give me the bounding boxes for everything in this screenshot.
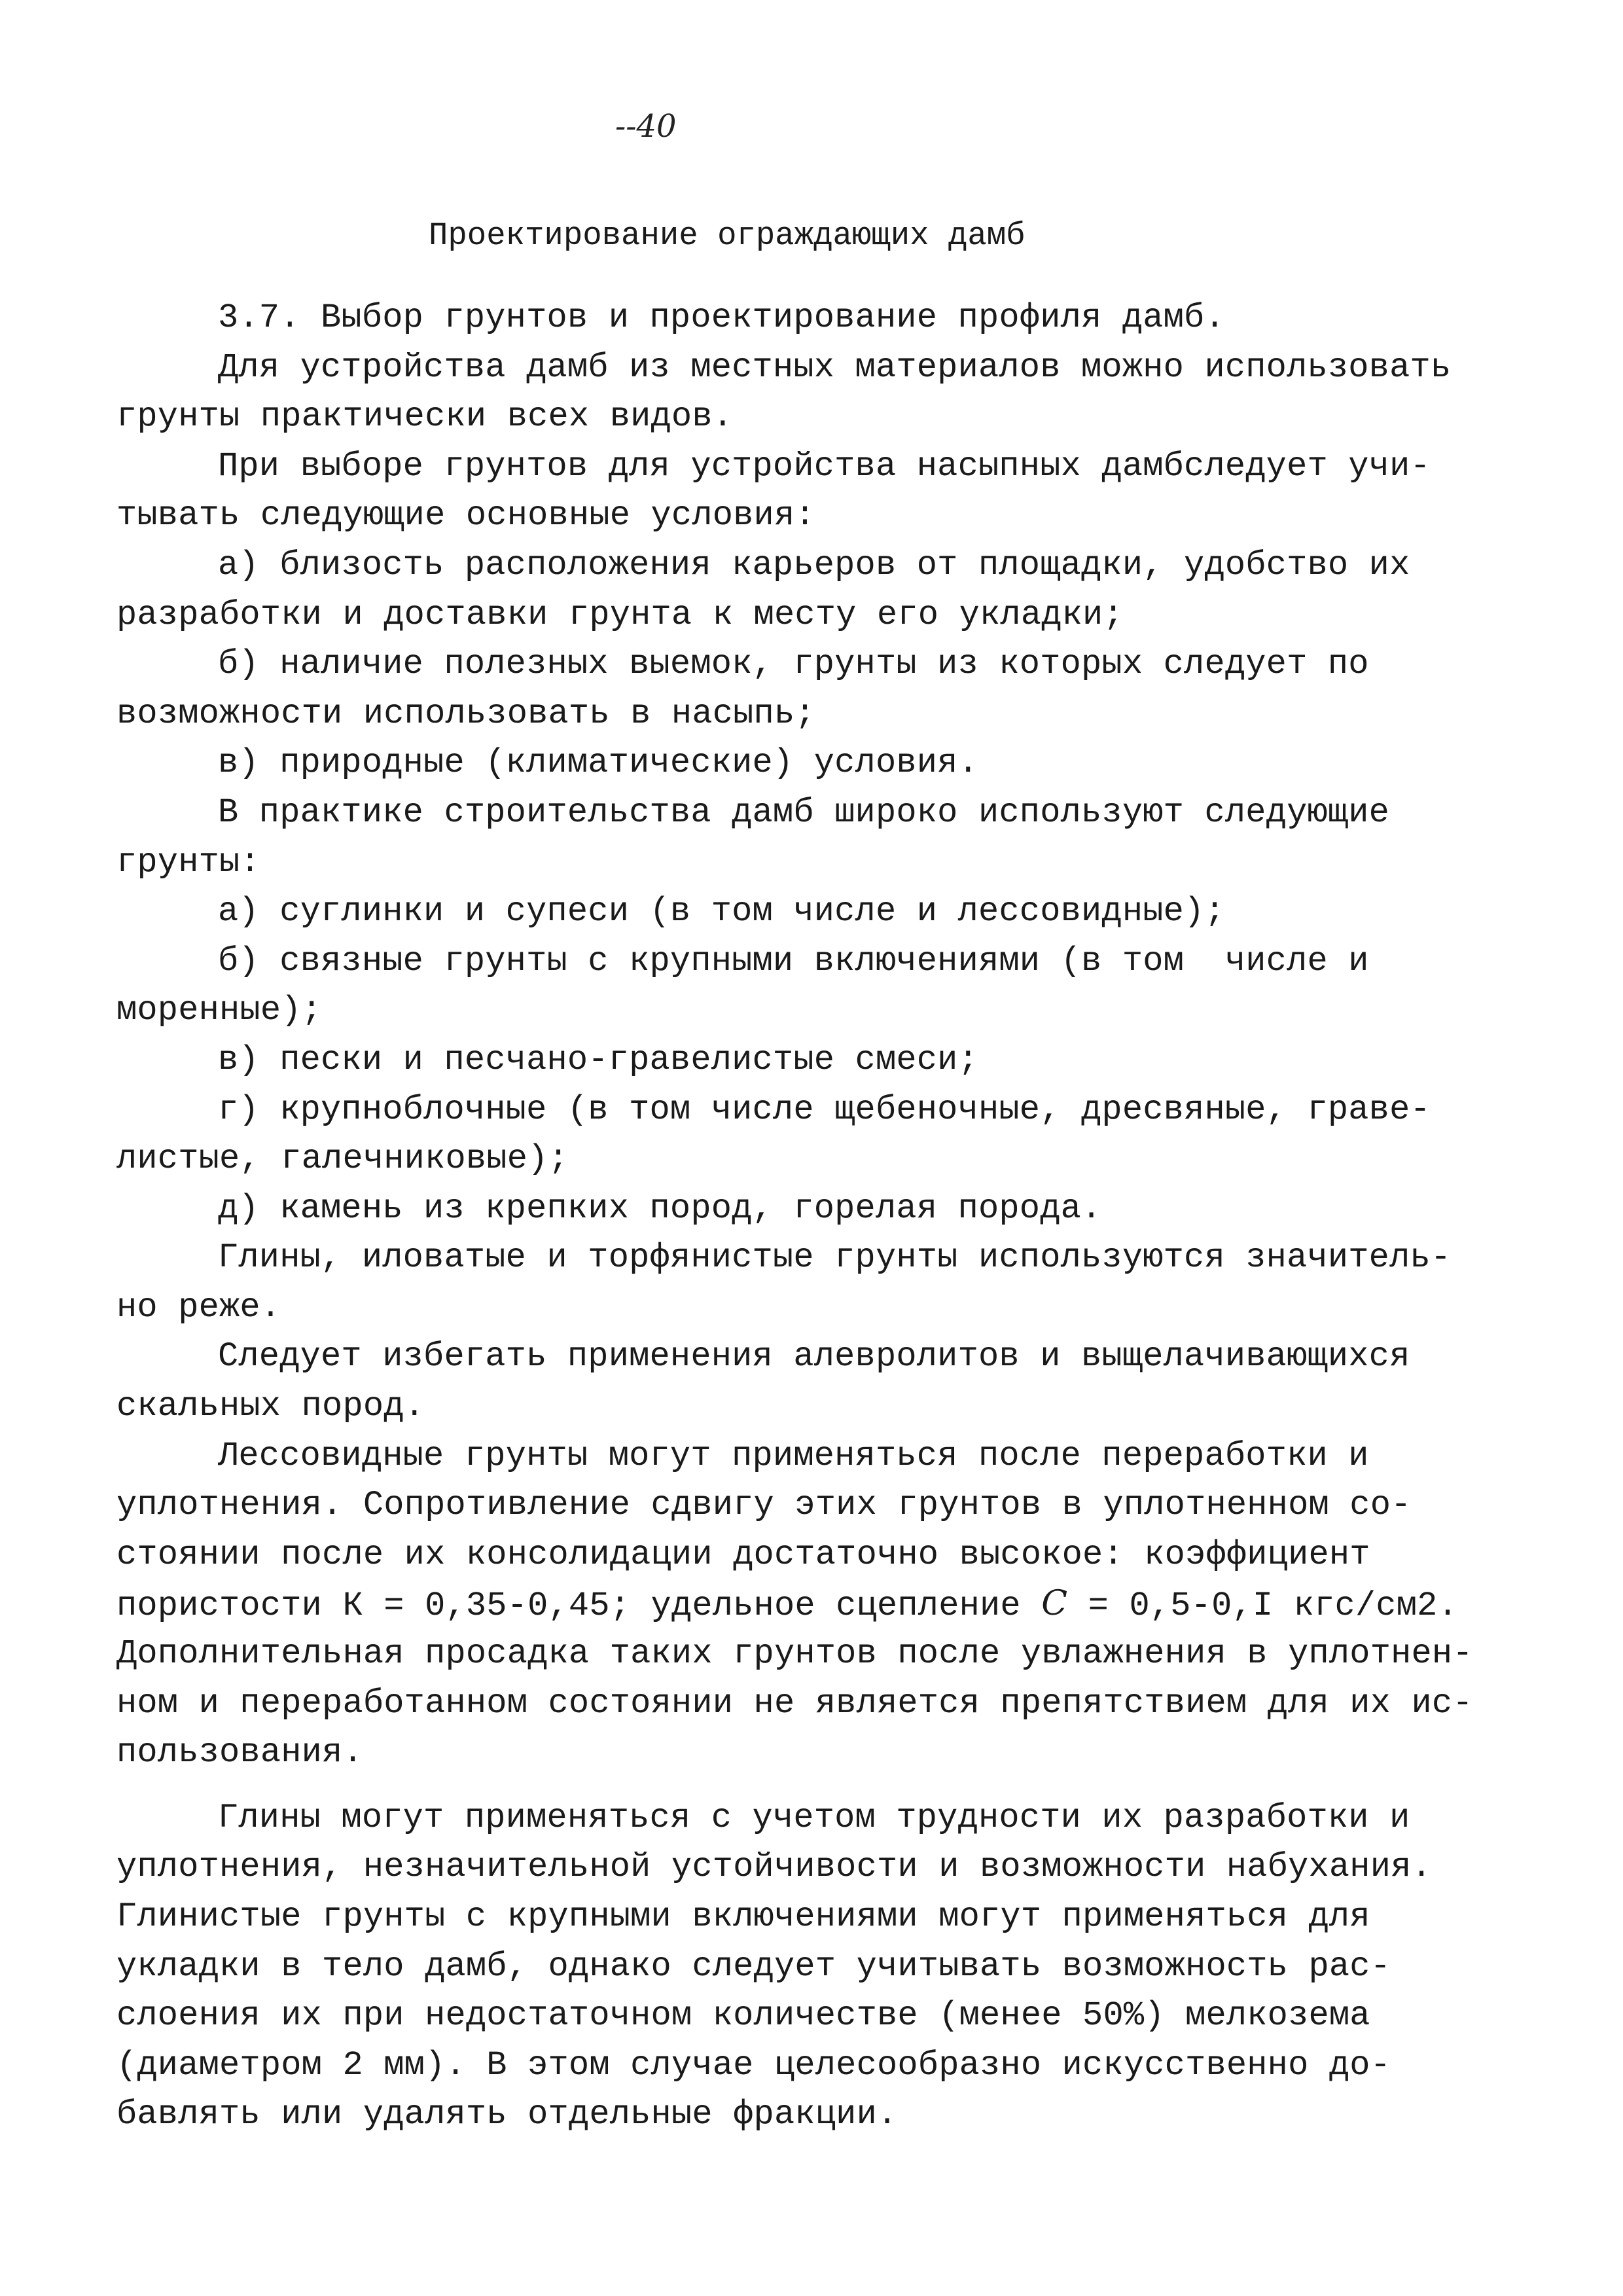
text-line: но реже. [116, 1287, 281, 1327]
paragraph-gap [116, 1778, 1517, 1793]
text-line: листые, галечниковые); [116, 1139, 569, 1179]
text-line: б) наличие полезных выемок, грунты из которых следует по [218, 645, 1369, 684]
text-line: моренные); [116, 991, 323, 1030]
text-line: в) пески и песчано-гравелистые смеси; [218, 1040, 978, 1079]
text-line: бавлять или удалять отдельные фракции. [116, 2095, 898, 2134]
text-line: При выборе грунтов для устройства насыпных дамбследует учи- [218, 446, 1431, 486]
text-line: Глины, иловатые и торфянистые грунты используются значитель- [218, 1238, 1452, 1278]
cohesion-symbol: C [1041, 1584, 1068, 1624]
text-line: пористости К = 0,35-0,45; удельное сцепление C = 0,5-0,I кгс/см2. [116, 1584, 1458, 1626]
text-line: разработки и доставки грунта к месту его укладки; [116, 595, 1124, 634]
page-number: --40 [615, 108, 677, 145]
text-line: тывать следующие основные условия: [116, 496, 815, 535]
text-line: стоянии после их консолидации достаточно высокое: коэффициент [116, 1535, 1370, 1574]
text-line: грунты практически всех видов. [116, 397, 734, 437]
text-line: Глинистые грунты с крупными включениями могут применяться для [116, 1897, 1370, 1936]
text-line: а) близость расположения карьеров от площадки, удобство их [218, 545, 1410, 584]
text-line: д) камень из крепких пород, горелая порода. [218, 1189, 1102, 1228]
document-body [116, 293, 1517, 2140]
text-line: уплотнения. Сопротивление сдвигу этих грунтов в уплотненном со- [116, 1486, 1412, 1525]
text-line: укладки в тело дамб, однако следует учитывать возможность рас- [116, 1946, 1391, 1986]
text-line: В практике строительства дамб широко используют следующие [218, 793, 1390, 832]
text-line: г) крупноблочные (в том числе щебеночные, дресвяные, граве- [218, 1090, 1431, 1129]
text-line: слоения их при недостаточном количестве (менее 50%) мелкозема [116, 1996, 1370, 2036]
text-line: уплотнения, незначительной устойчивости и возможности набухания. [116, 1848, 1432, 1887]
text-line: возможности использовать в насыпь; [116, 694, 815, 733]
text-line: Дополнительная просадка таких грунтов после увлажнения в уплотнен- [116, 1634, 1473, 1674]
text-line: скальных пород. [116, 1387, 425, 1426]
text-line: Для устройства дамб из местных материалов можно использовать [218, 348, 1452, 387]
section-title: Проектирование ограждающих дамб [429, 217, 1026, 254]
text-line: Следует избегать применения алевролитов и выщелачивающихся [218, 1337, 1410, 1376]
text-line: ном и переработанном состоянии не является препятствием для их ис- [116, 1683, 1473, 1723]
text-line: в) природные (климатические) условия. [218, 744, 978, 783]
text-line: а) суглинки и супеси (в том числе и лессовидные); [218, 892, 1225, 931]
text-line: (диаметром 2 мм). В этом случае целесообразно искусственно до- [116, 2045, 1391, 2085]
text-line: грунты: [116, 842, 260, 882]
text-line: 3.7. Выбор грунтов и проектирование профиля дамб. [218, 298, 1225, 337]
text-line: Лессовидные грунты могут применяться после переработки и [218, 1436, 1369, 1475]
text-line: пользования. [116, 1733, 363, 1772]
text-line: Глины могут применяться с учетом трудности их разработки и [218, 1798, 1410, 1837]
text-line: б) связные грунты с крупными включениями (в том числе и [218, 941, 1369, 980]
